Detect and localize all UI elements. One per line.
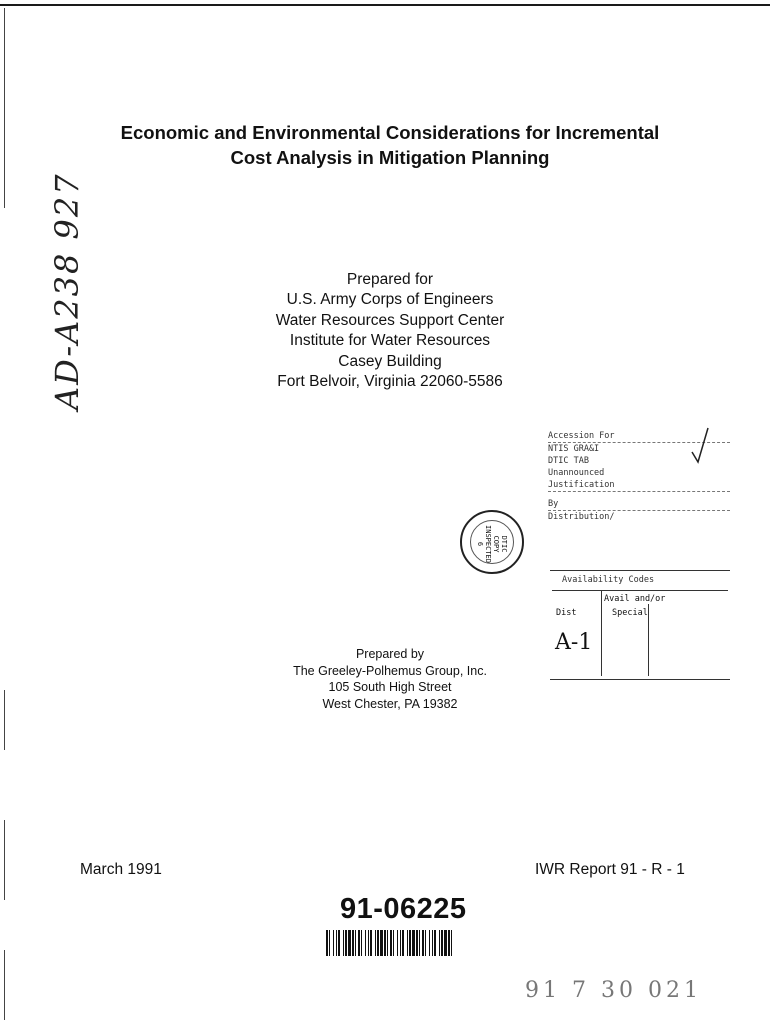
report-date: March 1991 (80, 861, 162, 878)
checkmark-icon (690, 426, 710, 466)
form-row: Justification (548, 479, 730, 492)
barcode-icon (326, 930, 456, 956)
dtic-inspected-stamp (460, 510, 524, 574)
left-margin-mark (4, 820, 5, 900)
prepared-for-line: Prepared for (346, 271, 434, 288)
dist-label: Dist (556, 608, 577, 618)
prepared-by-line: 105 South High Street (328, 680, 452, 694)
form-row: Accession For (548, 431, 615, 441)
prepared-by-block (230, 646, 550, 712)
prepared-by-line: The Greeley-Polhemus Group, Inc. (293, 663, 487, 678)
prepared-for-line: Casey Building (338, 352, 442, 370)
availability-box (550, 570, 730, 680)
avail-and-or-label: Avail and/or (604, 594, 666, 604)
left-margin-mark (4, 8, 5, 208)
divider (552, 590, 728, 591)
prepared-by-line: West Chester, PA 19382 (322, 696, 458, 711)
form-row: Unannounced (548, 468, 605, 478)
form-row: By (548, 498, 730, 511)
top-border (0, 4, 770, 6)
prepared-for-line: U.S. Army Corps of Engineers (286, 291, 494, 309)
stamp-line: DTIC (500, 535, 508, 553)
handwritten-accession-number: AD-A238 927 (48, 172, 86, 410)
bottom-stamp-number: 91 7 30 021 (525, 978, 702, 1003)
form-row: Distribution/ (548, 512, 615, 522)
stamp-line: 6 (476, 541, 484, 547)
special-label: Special (612, 608, 648, 618)
form-row: DTIC TAB (548, 456, 589, 466)
document-title (40, 120, 740, 170)
availability-codes-label: Availability Codes (562, 575, 655, 585)
prepared-for-line: Institute for Water Resources (289, 332, 491, 350)
stamp-text (476, 516, 508, 572)
prepared-for-line: Water Resources Support Center (275, 311, 505, 329)
document-number: 91-06225 (340, 893, 467, 925)
title-line-2: Cost Analysis in Mitigation Planning (230, 147, 550, 168)
report-number: IWR Report 91 - R - 1 (535, 861, 685, 878)
prepared-for-line: Fort Belvoir, Virginia 22060-5586 (277, 373, 503, 391)
left-margin-mark (4, 950, 5, 1020)
divider (648, 604, 649, 676)
form-row: NTIS GRA&I (548, 442, 730, 455)
left-margin-mark (4, 690, 5, 750)
prepared-by-line: Prepared by (355, 647, 425, 661)
stamp-line: INSPECTED (484, 525, 492, 563)
divider (601, 590, 602, 676)
stamp-line: COPY (492, 535, 500, 553)
dist-handwritten-value: A-1 (555, 630, 593, 655)
prepared-for-block (200, 270, 580, 392)
title-line-1: Economic and Environmental Considerations for Incremental (120, 122, 660, 143)
